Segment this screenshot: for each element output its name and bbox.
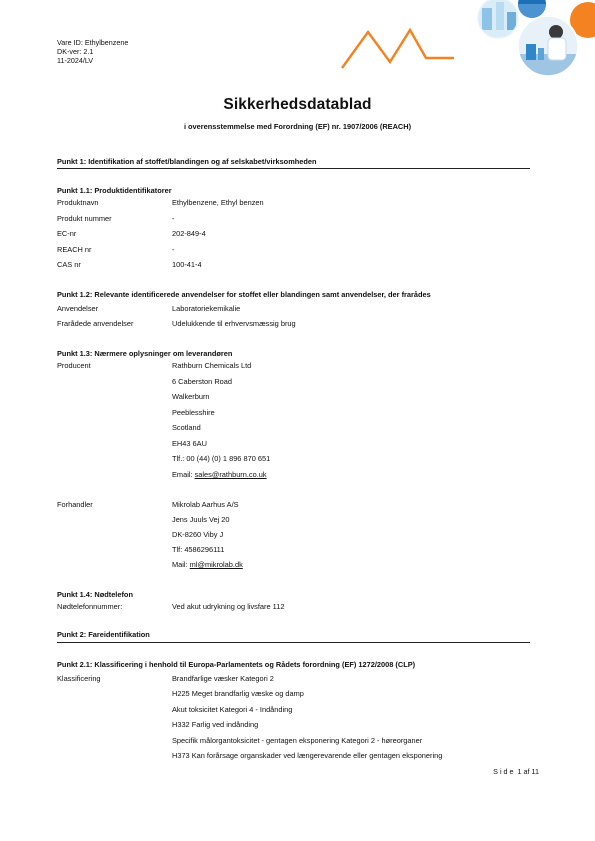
producer-email-line (172, 470, 267, 479)
uses-label: Anvendelser (57, 304, 99, 313)
producer-label: Producent (57, 361, 91, 370)
producer-address-line: Walkerburn (172, 392, 210, 401)
product-number-label: Produkt nummer (57, 214, 112, 223)
product-name-value: Ethylbenzene, Ethyl benzen (172, 198, 264, 207)
dk-version: DK-ver: 2.1 (57, 47, 94, 56)
emergency-phone-label: Nødtelefonnummer: (57, 602, 123, 611)
classification-label: Klassificering (57, 674, 101, 683)
producer-address-line: Scotland (172, 423, 201, 432)
dealer-mail-line (172, 560, 243, 569)
product-id: Vare ID: Ethylbenzene (57, 38, 129, 47)
uses-value: Laboratoriekemikalie (172, 304, 241, 313)
ec-number-value: 202-849-4 (172, 229, 206, 238)
section-1-1-heading: Punkt 1.1: Produktidentifikatorer (57, 186, 172, 195)
page-number (493, 767, 539, 776)
cas-number-label: CAS nr (57, 260, 81, 269)
reach-number-value: - (172, 245, 175, 254)
classification-line: Brandfarlige væsker Kategori 2 (172, 674, 274, 683)
lab-photo-collage (452, 0, 595, 92)
document-title: Sikkerhedsdatablad (223, 96, 372, 113)
producer-address-line: Peeblesshire (172, 408, 215, 417)
company-logo (338, 22, 458, 74)
classification-line: Akut toksicitet Kategori 4 - Indånding (172, 705, 293, 714)
section-1-heading: Punkt 1: Identifikation af stoffet/blandingen og af selskabet/virksomheden (57, 157, 317, 166)
advised-against-value: Udelukkende til erhvervsmæssig brug (172, 319, 296, 328)
document-subtitle: i overensstemmelse med Forordning (EF) nr. 1907/2006 (REACH) (183, 122, 412, 131)
section-2-1-heading: Punkt 2.1: Klassificering i henhold til Europa-Parlamentets og Rådets forordning (EF) 1272/2008 (CLP) (57, 660, 416, 669)
product-number-value: - (172, 214, 175, 223)
section-1-rule (57, 168, 530, 169)
classification-line: H332 Farlig ved indånding (172, 720, 259, 729)
dealer-address-line: DK-8260 Viby J (172, 530, 224, 539)
page-count: 1 af 11 (517, 767, 539, 776)
section-2-rule (57, 642, 530, 643)
reach-number-label: REACH nr (57, 245, 92, 254)
producer-postcode: EH43 6AU (172, 439, 207, 448)
producer-phone: Tlf.: 00 (44) (0) 1 896 870 651 (172, 454, 271, 463)
dealer-name: Mikrolab Aarhus A/S (172, 500, 239, 509)
cas-number-value: 100-41-4 (172, 260, 202, 269)
dealer-mail-prefix: Mail: (172, 560, 190, 569)
date-code: 11-2024/LV (57, 56, 94, 65)
section-1-2-heading: Punkt 1.2: Relevante identificerede anvendelser for stoffet eller blandingen samt anvendelser, der frarådes (57, 290, 431, 299)
producer-email-prefix: Email: (172, 470, 195, 479)
section-1-4-heading: Punkt 1.4: Nødtelefon (57, 590, 133, 599)
producer-name: Rathburn Chemicals Ltd (172, 361, 252, 370)
page-side-label: Side (493, 767, 516, 776)
producer-address-line: 6 Caberston Road (172, 377, 232, 386)
dealer-label: Forhandler (57, 500, 93, 509)
product-name-label: Produktnavn (57, 198, 99, 207)
classification-line: H373 Kan forårsage organskader ved længerevarende eller gentagen eksponering (172, 751, 443, 760)
emergency-phone-value: Ved akut udrykning og livsfare 112 (172, 602, 285, 611)
producer-email-link[interactable]: sales@rathburn.co.uk (194, 470, 267, 479)
dealer-address-line: Jens Juuls Vej 20 (172, 515, 230, 524)
ec-number-label: EC-nr (57, 229, 77, 238)
classification-line: Specifik målorgantoksicitet - gentagen eksponering Kategori 2 - høreorganer (172, 736, 423, 745)
section-1-3-heading: Punkt 1.3: Nærmere oplysninger om leverandøren (57, 349, 233, 358)
dealer-mail-link[interactable]: ml@mikrolab.dk (189, 560, 243, 569)
classification-line: H225 Meget brandfarlig væske og damp (172, 689, 304, 698)
dealer-phone: Tlf: 4586296111 (172, 545, 225, 554)
section-2-heading: Punkt 2: Fareidentifikation (57, 630, 150, 639)
advised-against-label: Frarådede anvendelser (57, 319, 134, 328)
